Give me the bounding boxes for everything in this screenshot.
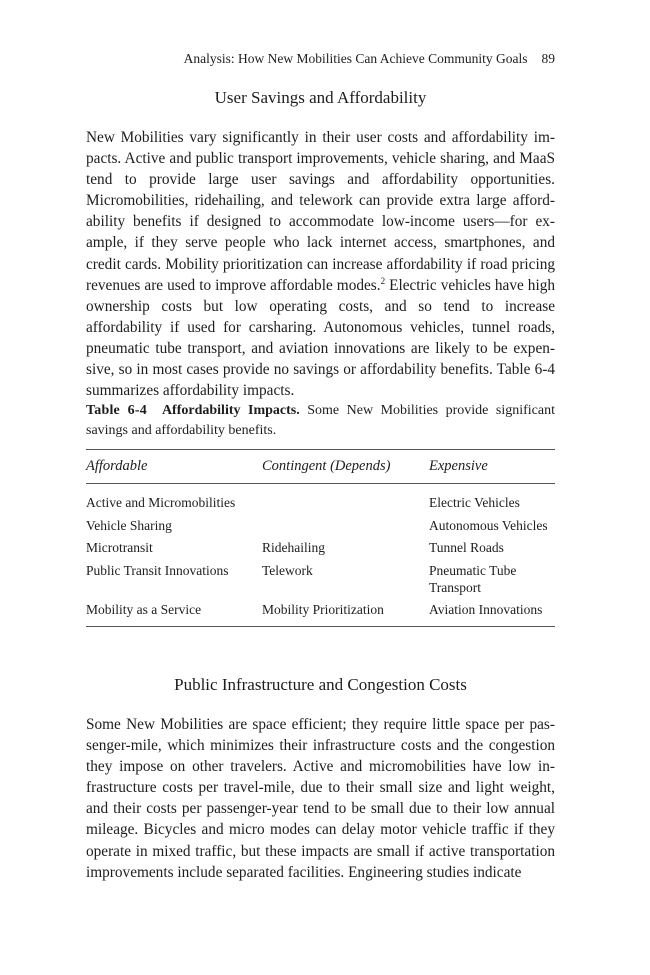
table-cell: Electric Vehicles [429, 495, 520, 510]
page-number: 89 [541, 51, 555, 66]
table-row [86, 539, 555, 562]
table-row [86, 484, 555, 517]
table-cell: Aviation Innovations [429, 602, 543, 617]
paragraph-infrastructure: Some New Mobilities are space efficient; they require little space per passenger-mile, which minimizes their infrastructure costs and the congestion they impose on other travelers. Active and micromobilities have low infrastructure costs per travel-mile, due to their small size and light weight, and their costs per passenger-year tend to be small due to their low annual mileage. Bicycles and micro modes can delay motor vehicle traffic if they operate in mixed traffic, but these impacts are small if active transportation improvements include separated facilities. Engineering studies indicate [86, 716, 555, 881]
table-row [86, 601, 555, 627]
table-cell: Autonomous Vehicles [429, 517, 548, 533]
table-cell: Telework [262, 562, 313, 578]
table-description: Some New Mobilities provide significant savings and affordability benefits. [86, 403, 555, 438]
table-header-row [86, 450, 555, 484]
table-cell: Public Transit Innovations [86, 562, 229, 578]
running-head [86, 50, 555, 68]
table-cell: Vehicle Sharing [86, 517, 172, 533]
table-cell: Mobility Prioritization [262, 602, 384, 617]
table-title: Affordability Impacts. [161, 403, 300, 418]
table-cell: Mobility as a Service [86, 602, 202, 617]
column-header-affordable: Affordable [86, 458, 148, 474]
table-label: Table 6-4 [86, 403, 147, 418]
affordability-table [86, 449, 555, 627]
table-cell: Pneumatic Tube Transport [429, 562, 517, 595]
table-cell: Ridehailing [262, 540, 325, 555]
column-header-contingent: Contingent (Depends) [262, 458, 391, 474]
section-heading-infrastructure-costs: Public Infrastructure and Congestion Costs [174, 675, 467, 694]
section-heading-user-savings: User Savings and Affordability [214, 88, 427, 107]
table-cell: Microtransit [86, 540, 153, 555]
table-cell [262, 517, 429, 540]
paragraph-affordability-part-b: Electric vehicles have high ownership costs but low operating costs, and so tend to increase affordability if used for carsharing. Autonomous vehicles, tunnel roads, pneumatic tube transport, and aviation innovations are likely to be expensive, so in most cases provide no savings or affordability benefits. Table 6-4 summarizes affordability impacts. [86, 276, 555, 400]
table-cell [262, 484, 429, 517]
footnote-reference[interactable]: 2 [380, 275, 386, 286]
table-row [86, 517, 555, 540]
table-row [86, 562, 555, 602]
paragraph-affordability-part-a: New Mobilities vary significantly in their user costs and affordability impacts. Active and public transport improvements, vehicle sharing, and MaaS tend to provide large user savings and affordability opportunities. Micromobilities, ridehailing, and telework can provide extra large affordability benefits if designed to accommodate low-income users—for example, if they serve people who lack internet access, smartphones, and credit cards. Mobility prioritization can increase affordability if road pricing revenues are used to improve affordable modes. [86, 129, 555, 294]
table-cell: Active and Micromobilities [86, 495, 236, 510]
paragraph-affordability [86, 127, 555, 401]
table-caption [86, 401, 555, 441]
table-cell: Tunnel Roads [429, 540, 504, 555]
running-head-title: Analysis: How New Mobilities Can Achieve Community Goals [183, 51, 528, 66]
column-header-expensive: Expensive [429, 458, 488, 474]
